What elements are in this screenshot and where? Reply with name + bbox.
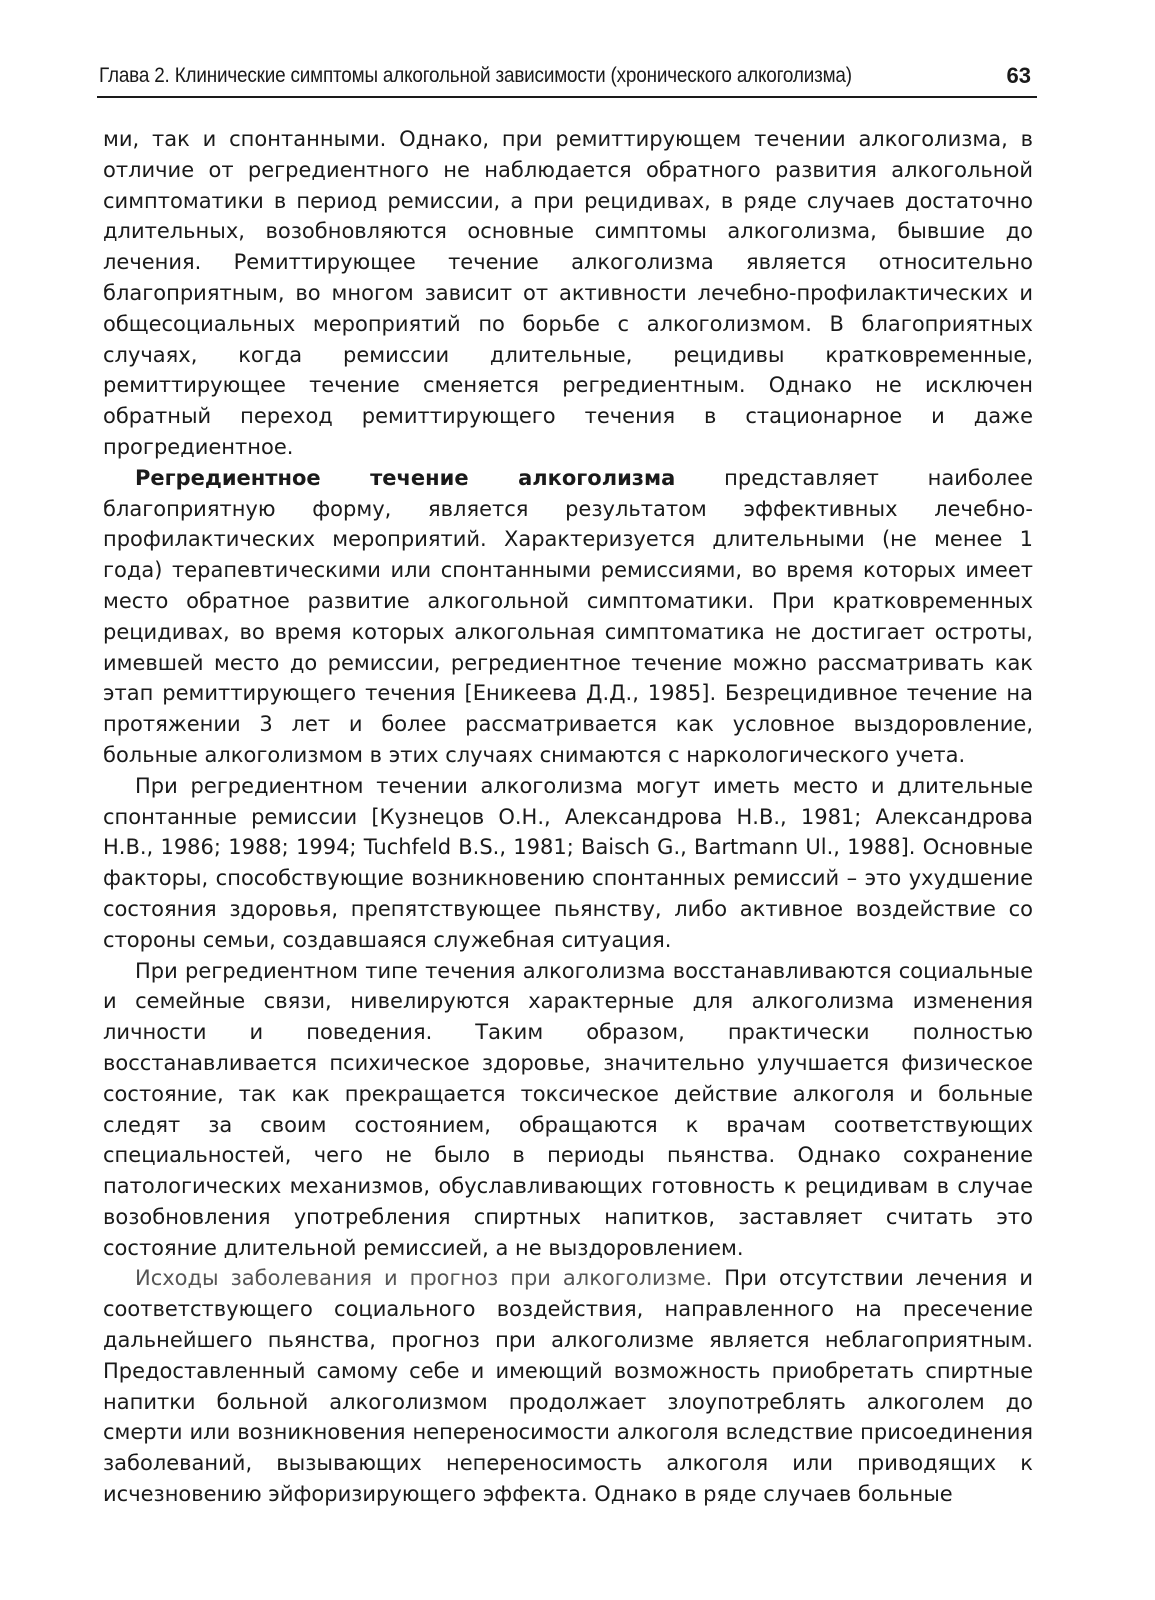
body-text <box>103 124 1033 1510</box>
paragraph-lead: Регредиентное течение алкоголизма <box>135 465 676 490</box>
paragraph-spontaneous-remissions <box>103 771 1033 956</box>
running-head <box>97 62 1037 98</box>
paragraph-text: При регредиентном течении алкоголизма могут иметь место и длительные спонтанные ремиссии [Кузнецов О.Н., Александрова Н.В., 1981; Александрова Н.В., 1986; 1988; 1994; Tuchfeld B.S., 1981; Baisch G., Bartmann Ul., 1988]. Основные факторы, способствующие возникновению спонтанных ремиссий – это ухудшение состояния здоровья, препятствующее пьянству, либо активное воздействие со стороны семьи, создавшаяся служебная ситуация. <box>103 773 1033 952</box>
paragraph-regredient <box>103 463 1033 771</box>
paragraph-text: ми, так и спонтанными. Однако, при ремиттирующем течении алкоголизма, в отличие от регредиентного не наблюдается обратного развития алкогольной симптоматики в период ремиссии, а при рецидивах, в ряде случаев достаточно длительных, возобновляются основные симптомы алкоголизма, бывшие до лечения. Ремиттирующее течение алкоголизма является относительно благоприятным, во многом зависит от активности лечебно-профилактических и общесоциальных мероприятий по борьбе с алкоголизмом. В благоприятных случаях, когда ремиссии длительные, рецидивы кратковременные, ремиттирующее течение сменяется регредиентным. Однако не исключен обратный переход ремиттирующего течения в стационарное и даже прогредиентное. <box>103 127 1033 459</box>
paragraph-text: представляет наиболее благоприятную форму, является результатом эффективных лечебно-профилактических мероприятий. Характеризуется длительными (не менее 1 года) терапевтическими или спонтанными ремиссиями, во время которых имеет место обратное развитие алкогольной симптоматики. При кратковременных рецидивах, во время которых алкогольная симптоматика не достигает остроты, имевшей место до ремиссии, регредиентное течение можно рассматривать как этап ремиттирующего течения [Еникеева Д.Д., 1985]. Безрецидивное течение на протяжении 3 лет и более рассматривается как условное выздоровление, больные алкоголизмом в этих случаях снимаются с наркологического учета. <box>103 465 1033 767</box>
paragraph-continuation <box>103 124 1033 463</box>
paragraph-lead: Исходы заболевания и прогноз при алкоголизме. <box>135 1266 713 1291</box>
paragraph-text: При регредиентном типе течения алкоголизма восстанавливаются социальные и семейные связи, нивелируются характерные для алкоголизма изменения личности и поведения. Таким образом, практически полностью восстанавливается психическое здоровье, значительно улучшается физическое состояние, так как прекращается токсическое действие алкоголя и больные следят за своим состоянием, обращаются к врачам соответствующих специальностей, чего не было в периоды пьянства. Однако сохранение патологических механизмов, обуславливающих готовность к рецидивам в случае возобновления употребления спиртных напитков, заставляет считать это состояние длительной ремиссией, а не выздоровлением. <box>103 958 1033 1260</box>
paragraph-outcomes <box>103 1263 1033 1509</box>
page-number: 63 <box>1006 63 1031 88</box>
paragraph-recovery <box>103 956 1033 1264</box>
paragraph-text: При отсутствии лечения и соответствующего социального воздействия, направленного на пресечение дальнейшего пьянства, прогноз при алкоголизме является неблагоприятным. Предоставленный самому себе и имеющий возможность приобретать спиртные напитки больной алкоголизмом продолжает злоупотреблять алкоголем до смерти или возникновения непереносимости алкоголя вследствие присоединения заболеваний, вызывающих непереносимость алкоголя или приводящих к исчезновению эйфоризирующего эффекта. Однако в ряде случаев больные <box>103 1266 1033 1507</box>
chapter-title: Глава 2. Клинические симптомы алкогольной зависимости (хронического алкоголизма) <box>99 64 852 87</box>
